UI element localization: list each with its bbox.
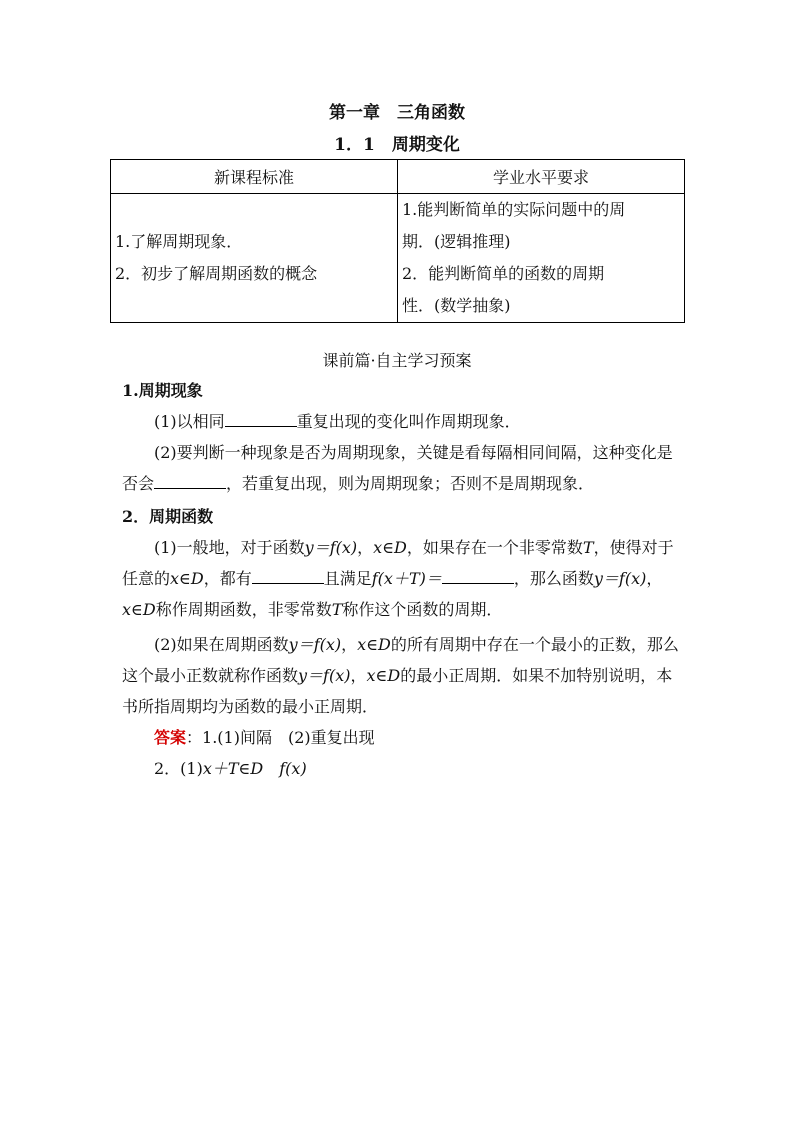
- fill-blank: [442, 565, 514, 584]
- text: ：1.(1)间隔 (2)重复出现: [186, 728, 375, 747]
- paragraph: [122, 437, 682, 499]
- text: (1)以相同: [154, 412, 225, 431]
- answers-line-1: [122, 722, 682, 753]
- section-1-title: 1.周期现象: [122, 381, 203, 400]
- formula: x∈D: [373, 538, 407, 557]
- formula: y＝f(x): [593, 569, 647, 588]
- text: ，: [350, 666, 367, 685]
- standards-table: [110, 159, 685, 323]
- formula: f(x): [279, 759, 307, 778]
- answers-line-2: [122, 753, 682, 784]
- text: (2)如果在周期函数: [154, 635, 289, 654]
- header-curriculum-standard: 新课程标准: [111, 160, 398, 194]
- fill-blank: [154, 470, 226, 489]
- text: ，: [341, 635, 358, 654]
- curriculum-standard-cell: [111, 194, 398, 323]
- text: ，那么函数: [513, 569, 594, 588]
- header-academic-requirement: 学业水平要求: [398, 160, 685, 194]
- list-item: 性．(数学抽象): [402, 296, 511, 315]
- table-row: [111, 194, 685, 323]
- text: 重复出现的变化叫作周期现象．: [296, 412, 521, 431]
- list-item: 2．初步了解周期函数的概念: [115, 264, 318, 283]
- text: ，: [357, 538, 374, 557]
- chapter-title: 第一章 三角函数: [329, 103, 465, 123]
- prestudy-body: [122, 375, 682, 784]
- text: 的最小正周期．如果不加特别说明，本书所指周期均为函数的最小正周期．: [122, 666, 673, 716]
- text: ，使得对于任意的: [122, 538, 674, 588]
- list-item: 期．(逻辑推理): [402, 232, 511, 251]
- formula: y＝f(x): [288, 635, 342, 654]
- text: 2．(1): [154, 759, 203, 778]
- formula: f(x＋T)＝: [371, 569, 442, 588]
- formula: x＋T∈D: [202, 759, 264, 778]
- text: 称作这个函数的周期．: [342, 600, 503, 619]
- formula: y＝f(x): [298, 666, 351, 685]
- text: 称作周期函数，非零常数: [155, 600, 332, 619]
- formula: x∈D: [357, 635, 391, 654]
- paragraph: [122, 406, 682, 437]
- answers-label: 答案: [154, 728, 187, 747]
- list-item: 1.了解周期现象．: [115, 232, 243, 251]
- prestudy-heading: 课前篇·自主学习预案: [322, 351, 472, 370]
- formula: x∈D: [122, 600, 156, 619]
- text: 的所有周期中存在一个最小的正数，那么这个最小正数就称作函数: [122, 635, 679, 685]
- section-title: 1．1 周期变化: [334, 135, 460, 155]
- fill-blank: [225, 408, 297, 427]
- text: ，: [646, 569, 663, 588]
- list-item: 2．能判断简单的函数的周期: [402, 264, 605, 283]
- text: 且满足: [323, 569, 372, 588]
- table-header-row: [111, 160, 685, 194]
- formula: T: [331, 600, 343, 619]
- list-item: 1.能判断简单的实际问题中的周: [402, 200, 626, 219]
- fill-blank: [252, 565, 324, 584]
- section-2-title: 2．周期函数: [122, 507, 214, 526]
- text: (1)一般地，对于函数: [154, 538, 305, 557]
- text: (2)要判断一种现象是否为周期现象，关键是看每隔相同间隔，这种变化是否会: [122, 443, 673, 493]
- paragraph: [122, 532, 682, 625]
- paragraph: [122, 629, 682, 722]
- academic-requirement-cell: [398, 194, 685, 323]
- formula: x∈D: [170, 569, 204, 588]
- formula: x∈D: [366, 666, 401, 685]
- text: ，若重复出现，则为周期现象；否则不是周期现象．: [226, 474, 595, 493]
- formula: y＝f(x): [304, 538, 358, 557]
- text: ，如果存在一个非零常数: [406, 538, 583, 557]
- formula: T: [582, 538, 594, 557]
- text: ，都有: [203, 569, 252, 588]
